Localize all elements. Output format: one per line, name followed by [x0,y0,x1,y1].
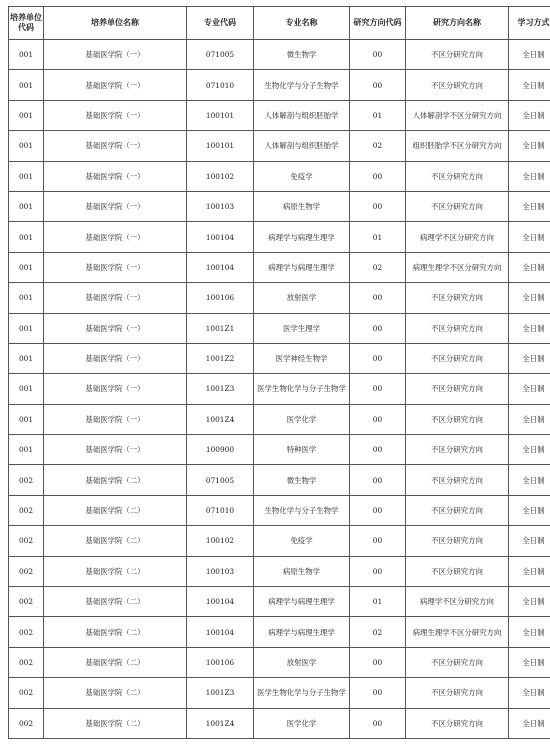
unit-name-cell: 基础医学院（一） [44,404,187,434]
header-major-name: 专业名称 [254,7,350,40]
unit-code-cell: 001 [9,40,44,70]
direction-name-cell: 不区分研究方向 [406,435,509,465]
direction-name-cell: 不区分研究方向 [406,313,509,343]
unit-name-cell: 基础医学院（一） [44,343,187,373]
table-row [9,161,550,191]
direction-code-cell: 00 [350,313,406,343]
study-mode-cell: 全日制 [509,70,550,100]
major-name-cell: 病理学与病理生理学 [254,222,350,252]
study-mode-cell: 全日制 [509,100,550,130]
unit-name-cell: 基础医学院（二） [44,526,187,556]
unit-name-cell: 基础医学院（一） [44,313,187,343]
study-mode-cell: 全日制 [509,161,550,191]
major-name-cell: 免疫学 [254,526,350,556]
unit-code-cell: 001 [9,252,44,282]
table-row [9,70,550,100]
direction-name-cell: 不区分研究方向 [406,556,509,586]
direction-code-cell: 00 [350,70,406,100]
header-direction-code: 研究方向代码 [350,7,406,40]
unit-code-cell: 002 [9,495,44,525]
unit-code-cell: 001 [9,70,44,100]
study-mode-cell: 全日制 [509,404,550,434]
major-name-cell: 医学生理学 [254,313,350,343]
direction-code-cell: 00 [350,678,406,708]
unit-code-cell: 001 [9,131,44,161]
study-mode-cell: 全日制 [509,678,550,708]
major-code-cell: 071005 [187,465,254,495]
table-row [9,495,550,525]
major-code-cell: 100104 [187,617,254,647]
table-row [9,404,550,434]
major-code-cell: 1001Z3 [187,678,254,708]
table-row [9,556,550,586]
major-code-cell: 100104 [187,252,254,282]
major-code-cell: 100103 [187,191,254,221]
unit-code-cell: 001 [9,222,44,252]
study-mode-cell: 全日制 [509,435,550,465]
header-unit-code: 培养单位代码 [9,7,44,40]
major-code-cell: 071010 [187,70,254,100]
direction-code-cell: 00 [350,647,406,677]
major-code-cell: 100900 [187,435,254,465]
major-name-cell: 病理学与病理生理学 [254,617,350,647]
major-code-cell: 100103 [187,556,254,586]
unit-code-cell: 001 [9,191,44,221]
study-mode-cell: 全日制 [509,587,550,617]
study-mode-cell: 全日制 [509,647,550,677]
major-code-cell: 100102 [187,161,254,191]
major-code-cell: 1001Z4 [187,708,254,738]
major-name-cell: 病理学与病理生理学 [254,587,350,617]
table-row [9,313,550,343]
major-name-cell: 微生物学 [254,40,350,70]
table-row [9,191,550,221]
table-row [9,587,550,617]
direction-name-cell: 不区分研究方向 [406,374,509,404]
major-code-cell: 100106 [187,283,254,313]
major-code-cell: 100102 [187,526,254,556]
table-row [9,222,550,252]
unit-name-cell: 基础医学院（一） [44,283,187,313]
table-row [9,647,550,677]
unit-name-cell: 基础医学院（一） [44,131,187,161]
major-code-cell: 071005 [187,40,254,70]
direction-name-cell: 不区分研究方向 [406,526,509,556]
unit-name-cell: 基础医学院（二） [44,495,187,525]
major-code-cell: 100101 [187,100,254,130]
unit-name-cell: 基础医学院（二） [44,647,187,677]
major-code-cell: 100104 [187,222,254,252]
direction-code-cell: 00 [350,465,406,495]
direction-name-cell: 病理学不区分研究方向 [406,587,509,617]
direction-code-cell: 00 [350,404,406,434]
study-mode-cell: 全日制 [509,465,550,495]
major-name-cell: 医学神经生物学 [254,343,350,373]
direction-name-cell: 病理生理学不区分研究方向 [406,617,509,647]
unit-code-cell: 001 [9,313,44,343]
major-name-cell: 放射医学 [254,647,350,677]
direction-name-cell: 不区分研究方向 [406,678,509,708]
direction-name-cell: 不区分研究方向 [406,495,509,525]
unit-code-cell: 001 [9,283,44,313]
unit-name-cell: 基础医学院（二） [44,617,187,647]
unit-name-cell: 基础医学院（二） [44,465,187,495]
unit-name-cell: 基础医学院（一） [44,100,187,130]
unit-code-cell: 001 [9,161,44,191]
unit-name-cell: 基础医学院（二） [44,556,187,586]
study-mode-cell: 全日制 [509,131,550,161]
unit-name-cell: 基础医学院（一） [44,191,187,221]
direction-name-cell: 不区分研究方向 [406,283,509,313]
header-row [9,7,550,40]
major-code-cell: 100106 [187,647,254,677]
header-unit-name: 培养单位名称 [44,7,187,40]
table-row [9,131,550,161]
direction-code-cell: 00 [350,435,406,465]
direction-code-cell: 00 [350,495,406,525]
unit-name-cell: 基础医学院（二） [44,678,187,708]
unit-name-cell: 基础医学院（一） [44,222,187,252]
direction-code-cell: 00 [350,374,406,404]
unit-name-cell: 基础医学院（一） [44,40,187,70]
major-name-cell: 人体解剖与组织胚胎学 [254,100,350,130]
unit-code-cell: 001 [9,404,44,434]
study-mode-cell: 全日制 [509,343,550,373]
table-row [9,678,550,708]
table-row [9,283,550,313]
table-row [9,40,550,70]
table-row [9,252,550,282]
direction-code-cell: 00 [350,526,406,556]
study-mode-cell: 全日制 [509,283,550,313]
table-row [9,465,550,495]
direction-code-cell: 01 [350,100,406,130]
major-code-cell: 1001Z3 [187,374,254,404]
unit-code-cell: 002 [9,647,44,677]
unit-name-cell: 基础医学院（一） [44,161,187,191]
direction-name-cell: 不区分研究方向 [406,708,509,738]
direction-name-cell: 人体解剖学不区分研究方向 [406,100,509,130]
study-mode-cell: 全日制 [509,556,550,586]
study-mode-cell: 全日制 [509,313,550,343]
direction-name-cell: 不区分研究方向 [406,404,509,434]
table-row [9,374,550,404]
major-name-cell: 病原生物学 [254,191,350,221]
direction-code-cell: 00 [350,40,406,70]
major-code-cell: 1001Z4 [187,404,254,434]
study-mode-cell: 全日制 [509,495,550,525]
table-body [9,40,550,739]
direction-name-cell: 不区分研究方向 [406,40,509,70]
major-name-cell: 医学生物化学与分子生物学 [254,374,350,404]
major-name-cell: 特种医学 [254,435,350,465]
study-mode-cell: 全日制 [509,191,550,221]
header-study-mode: 学习方式 [509,7,550,40]
direction-code-cell: 00 [350,161,406,191]
direction-code-cell: 00 [350,283,406,313]
study-mode-cell: 全日制 [509,526,550,556]
direction-name-cell: 病理生理学不区分研究方向 [406,252,509,282]
table-row [9,617,550,647]
table-row [9,526,550,556]
unit-name-cell: 基础医学院（一） [44,252,187,282]
unit-code-cell: 002 [9,587,44,617]
direction-name-cell: 不区分研究方向 [406,161,509,191]
table-row [9,435,550,465]
header-direction-name: 研究方向名称 [406,7,509,40]
unit-code-cell: 001 [9,435,44,465]
major-code-cell: 1001Z1 [187,313,254,343]
study-mode-cell: 全日制 [509,40,550,70]
major-name-cell: 人体解剖与组织胚胎学 [254,131,350,161]
direction-name-cell: 不区分研究方向 [406,70,509,100]
study-mode-cell: 全日制 [509,222,550,252]
major-code-cell: 1001Z2 [187,343,254,373]
major-name-cell: 医学化学 [254,404,350,434]
direction-code-cell: 02 [350,131,406,161]
major-name-cell: 放射医学 [254,283,350,313]
unit-name-cell: 基础医学院（二） [44,587,187,617]
enrollment-table [8,6,550,739]
unit-code-cell: 002 [9,678,44,708]
major-code-cell: 100104 [187,587,254,617]
direction-name-cell: 不区分研究方向 [406,191,509,221]
direction-code-cell: 00 [350,191,406,221]
table-row [9,343,550,373]
study-mode-cell: 全日制 [509,708,550,738]
unit-code-cell: 002 [9,556,44,586]
major-name-cell: 微生物学 [254,465,350,495]
major-code-cell: 100101 [187,131,254,161]
major-name-cell: 生物化学与分子生物学 [254,70,350,100]
unit-code-cell: 002 [9,465,44,495]
direction-code-cell: 01 [350,222,406,252]
unit-code-cell: 001 [9,374,44,404]
direction-name-cell: 病理学不区分研究方向 [406,222,509,252]
major-name-cell: 生物化学与分子生物学 [254,495,350,525]
direction-code-cell: 00 [350,556,406,586]
major-name-cell: 病理学与病理生理学 [254,252,350,282]
study-mode-cell: 全日制 [509,617,550,647]
major-name-cell: 医学化学 [254,708,350,738]
major-name-cell: 病原生物学 [254,556,350,586]
direction-name-cell: 组织胚胎学不区分研究方向 [406,131,509,161]
direction-code-cell: 00 [350,343,406,373]
direction-name-cell: 不区分研究方向 [406,465,509,495]
unit-name-cell: 基础医学院（一） [44,435,187,465]
study-mode-cell: 全日制 [509,374,550,404]
direction-code-cell: 02 [350,617,406,647]
unit-name-cell: 基础医学院（二） [44,708,187,738]
major-name-cell: 免疫学 [254,161,350,191]
major-code-cell: 071010 [187,495,254,525]
direction-code-cell: 02 [350,252,406,282]
direction-name-cell: 不区分研究方向 [406,343,509,373]
unit-code-cell: 001 [9,343,44,373]
unit-code-cell: 002 [9,526,44,556]
study-mode-cell: 全日制 [509,252,550,282]
major-name-cell: 医学生物化学与分子生物学 [254,678,350,708]
unit-code-cell: 001 [9,100,44,130]
unit-name-cell: 基础医学院（一） [44,374,187,404]
unit-code-cell: 002 [9,617,44,647]
header-major-code: 专业代码 [187,7,254,40]
table-row [9,708,550,738]
direction-code-cell: 00 [350,708,406,738]
table-row [9,100,550,130]
direction-name-cell: 不区分研究方向 [406,647,509,677]
unit-code-cell: 002 [9,708,44,738]
unit-name-cell: 基础医学院（一） [44,70,187,100]
direction-code-cell: 01 [350,587,406,617]
